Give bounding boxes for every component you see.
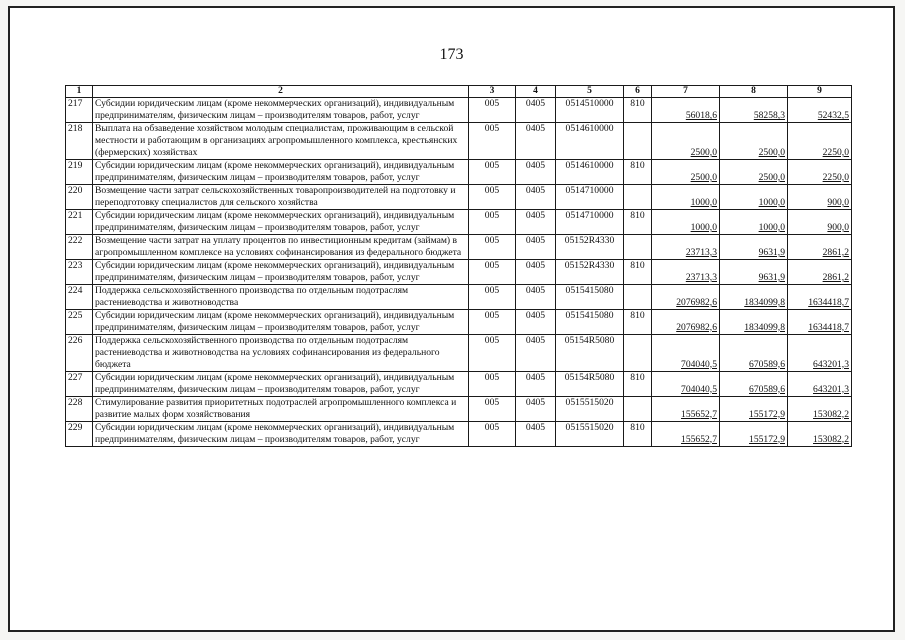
amount-col-8: 1000,0 bbox=[720, 209, 788, 234]
table-row bbox=[66, 421, 852, 446]
expense-type-code bbox=[624, 334, 652, 371]
table-row bbox=[66, 396, 852, 421]
amount-col-8: 58258,3 bbox=[720, 98, 788, 123]
amount-col-9: 2861,2 bbox=[788, 259, 852, 284]
amount-col-8: 9631,9 bbox=[720, 234, 788, 259]
amount-col-7: 56018,6 bbox=[652, 98, 720, 123]
item-name: Поддержка сельскохозяйственного производства по отдельным подотраслям растениеводства и животноводства bbox=[93, 284, 469, 309]
ministry-code: 005 bbox=[469, 184, 516, 209]
section-code: 0405 bbox=[516, 396, 556, 421]
amount-col-9: 153082,2 bbox=[788, 421, 852, 446]
amount-col-9: 52432,5 bbox=[788, 98, 852, 123]
item-name: Субсидии юридическим лицам (кроме некоммерческих организаций), индивидуальным предпринимателям, физическим лицам – производителям товаров, работ, услуг bbox=[93, 159, 469, 184]
section-code: 0405 bbox=[516, 159, 556, 184]
page-number: 173 bbox=[439, 46, 464, 63]
amount-col-9: 1634418,7 bbox=[788, 309, 852, 334]
amount-col-8: 670589,6 bbox=[720, 334, 788, 371]
section-code: 0405 bbox=[516, 259, 556, 284]
ministry-code: 005 bbox=[469, 259, 516, 284]
section-code: 0405 bbox=[516, 98, 556, 123]
amount-col-8: 2500,0 bbox=[720, 159, 788, 184]
table-row bbox=[66, 98, 852, 123]
amount-col-7: 2076982,6 bbox=[652, 284, 720, 309]
column-header: 6 bbox=[624, 86, 652, 98]
amount-col-8: 2500,0 bbox=[720, 122, 788, 159]
ministry-code: 005 bbox=[469, 421, 516, 446]
row-number: 226 bbox=[66, 334, 93, 371]
target-article-code: 0514710000 bbox=[556, 209, 624, 234]
amount-col-9: 2861,2 bbox=[788, 234, 852, 259]
row-number: 221 bbox=[66, 209, 93, 234]
table-row bbox=[66, 159, 852, 184]
amount-col-9: 643201,3 bbox=[788, 371, 852, 396]
row-number: 224 bbox=[66, 284, 93, 309]
target-article-code: 0514610000 bbox=[556, 159, 624, 184]
ministry-code: 005 bbox=[469, 122, 516, 159]
expense-type-code: 810 bbox=[624, 371, 652, 396]
table-row bbox=[66, 371, 852, 396]
table-row bbox=[66, 184, 852, 209]
item-name: Субсидии юридическим лицам (кроме некоммерческих организаций), индивидуальным предпринимателям, физическим лицам – производителям товаров, работ, услуг bbox=[93, 209, 469, 234]
row-number: 229 bbox=[66, 421, 93, 446]
expense-type-code: 810 bbox=[624, 259, 652, 284]
section-code: 0405 bbox=[516, 209, 556, 234]
row-number: 219 bbox=[66, 159, 93, 184]
row-number: 220 bbox=[66, 184, 93, 209]
section-code: 0405 bbox=[516, 122, 556, 159]
amount-col-7: 23713,3 bbox=[652, 234, 720, 259]
ministry-code: 005 bbox=[469, 284, 516, 309]
row-number: 228 bbox=[66, 396, 93, 421]
amount-col-9: 643201,3 bbox=[788, 334, 852, 371]
table-row bbox=[66, 122, 852, 159]
amount-col-9: 900,0 bbox=[788, 184, 852, 209]
ministry-code: 005 bbox=[469, 309, 516, 334]
document-page bbox=[8, 6, 895, 632]
column-header: 1 bbox=[66, 86, 93, 98]
row-number: 227 bbox=[66, 371, 93, 396]
column-header: 5 bbox=[556, 86, 624, 98]
item-name: Стимулирование развития приоритетных подотраслей агропромышленного комплекса и развитие малых форм хозяйствования bbox=[93, 396, 469, 421]
section-code: 0405 bbox=[516, 334, 556, 371]
item-name: Возмещение части затрат сельскохозяйственных товаропроизводителей на подготовку и переподготовку специалистов для сельского хозяйства bbox=[93, 184, 469, 209]
section-code: 0405 bbox=[516, 371, 556, 396]
table-row bbox=[66, 259, 852, 284]
expense-type-code bbox=[624, 234, 652, 259]
amount-col-7: 155652,7 bbox=[652, 396, 720, 421]
amount-col-7: 155652,7 bbox=[652, 421, 720, 446]
amount-col-8: 1834099,8 bbox=[720, 309, 788, 334]
amount-col-8: 9631,9 bbox=[720, 259, 788, 284]
section-code: 0405 bbox=[516, 234, 556, 259]
row-number: 218 bbox=[66, 122, 93, 159]
target-article-code: 0514610000 bbox=[556, 122, 624, 159]
column-header: 8 bbox=[720, 86, 788, 98]
target-article-code: 0514510000 bbox=[556, 98, 624, 123]
section-code: 0405 bbox=[516, 284, 556, 309]
row-number: 225 bbox=[66, 309, 93, 334]
amount-col-7: 1000,0 bbox=[652, 184, 720, 209]
amount-col-9: 2250,0 bbox=[788, 159, 852, 184]
ministry-code: 005 bbox=[469, 209, 516, 234]
amount-col-8: 1000,0 bbox=[720, 184, 788, 209]
amount-col-7: 2500,0 bbox=[652, 159, 720, 184]
ministry-code: 005 bbox=[469, 98, 516, 123]
target-article-code: 0515515020 bbox=[556, 396, 624, 421]
ministry-code: 005 bbox=[469, 334, 516, 371]
table-row bbox=[66, 284, 852, 309]
item-name: Субсидии юридическим лицам (кроме некоммерческих организаций), индивидуальным предпринимателям, физическим лицам – производителям товаров, работ, услуг bbox=[93, 98, 469, 123]
budget-table bbox=[65, 85, 852, 447]
target-article-code: 0515415080 bbox=[556, 284, 624, 309]
amount-col-7: 2076982,6 bbox=[652, 309, 720, 334]
table-row bbox=[66, 234, 852, 259]
table-header-row bbox=[66, 86, 852, 98]
expense-type-code: 810 bbox=[624, 209, 652, 234]
expense-type-code bbox=[624, 284, 652, 309]
section-code: 0405 bbox=[516, 309, 556, 334]
ministry-code: 005 bbox=[469, 371, 516, 396]
row-number: 217 bbox=[66, 98, 93, 123]
column-header: 3 bbox=[469, 86, 516, 98]
table-row bbox=[66, 209, 852, 234]
table-row bbox=[66, 334, 852, 371]
section-code: 0405 bbox=[516, 421, 556, 446]
ministry-code: 005 bbox=[469, 159, 516, 184]
target-article-code: 05152R4330 bbox=[556, 234, 624, 259]
amount-col-9: 2250,0 bbox=[788, 122, 852, 159]
item-name: Выплата на обзаведение хозяйством молодым специалистам, проживающим в сельской местности и работающим в организациях агропромышленного комплекса, крестьянских (фермерских) хозяйствах bbox=[93, 122, 469, 159]
amount-col-7: 23713,3 bbox=[652, 259, 720, 284]
amount-col-8: 1834099,8 bbox=[720, 284, 788, 309]
target-article-code: 0515415080 bbox=[556, 309, 624, 334]
amount-col-7: 2500,0 bbox=[652, 122, 720, 159]
column-header: 7 bbox=[652, 86, 720, 98]
amount-col-7: 1000,0 bbox=[652, 209, 720, 234]
amount-col-9: 153082,2 bbox=[788, 396, 852, 421]
item-name: Субсидии юридическим лицам (кроме некоммерческих организаций), индивидуальным предпринимателям, физическим лицам – производителям товаров, работ, услуг bbox=[93, 421, 469, 446]
amount-col-9: 900,0 bbox=[788, 209, 852, 234]
amount-col-9: 1634418,7 bbox=[788, 284, 852, 309]
ministry-code: 005 bbox=[469, 234, 516, 259]
table-row bbox=[66, 309, 852, 334]
ministry-code: 005 bbox=[469, 396, 516, 421]
row-number: 223 bbox=[66, 259, 93, 284]
target-article-code: 0514710000 bbox=[556, 184, 624, 209]
expense-type-code: 810 bbox=[624, 159, 652, 184]
column-header: 2 bbox=[93, 86, 469, 98]
expense-type-code: 810 bbox=[624, 98, 652, 123]
item-name: Возмещение части затрат на уплату процентов по инвестиционным кредитам (займам) в агропромышленном комплексе на условиях софинансирования из федерального бюджета bbox=[93, 234, 469, 259]
target-article-code: 05154R5080 bbox=[556, 371, 624, 396]
target-article-code: 05154R5080 bbox=[556, 334, 624, 371]
target-article-code: 05152R4330 bbox=[556, 259, 624, 284]
column-header: 9 bbox=[788, 86, 852, 98]
expense-type-code: 810 bbox=[624, 421, 652, 446]
amount-col-8: 155172,9 bbox=[720, 396, 788, 421]
expense-type-code bbox=[624, 122, 652, 159]
expense-type-code bbox=[624, 184, 652, 209]
item-name: Субсидии юридическим лицам (кроме некоммерческих организаций), индивидуальным предпринимателям, физическим лицам – производителям товаров, работ, услуг bbox=[93, 309, 469, 334]
target-article-code: 0515515020 bbox=[556, 421, 624, 446]
section-code: 0405 bbox=[516, 184, 556, 209]
expense-type-code bbox=[624, 396, 652, 421]
item-name: Субсидии юридическим лицам (кроме некоммерческих организаций), индивидуальным предпринимателям, физическим лицам – производителям товаров, работ, услуг bbox=[93, 259, 469, 284]
table-body bbox=[66, 98, 852, 447]
amount-col-8: 155172,9 bbox=[720, 421, 788, 446]
item-name: Поддержка сельскохозяйственного производства по отдельным подотраслям растениеводства и животноводства на условиях софинансирования из федерального бюджета bbox=[93, 334, 469, 371]
item-name: Субсидии юридическим лицам (кроме некоммерческих организаций), индивидуальным предпринимателям, физическим лицам – производителям товаров, работ, услуг bbox=[93, 371, 469, 396]
amount-col-8: 670589,6 bbox=[720, 371, 788, 396]
row-number: 222 bbox=[66, 234, 93, 259]
amount-col-7: 704040,5 bbox=[652, 334, 720, 371]
amount-col-7: 704040,5 bbox=[652, 371, 720, 396]
expense-type-code: 810 bbox=[624, 309, 652, 334]
column-header: 4 bbox=[516, 86, 556, 98]
